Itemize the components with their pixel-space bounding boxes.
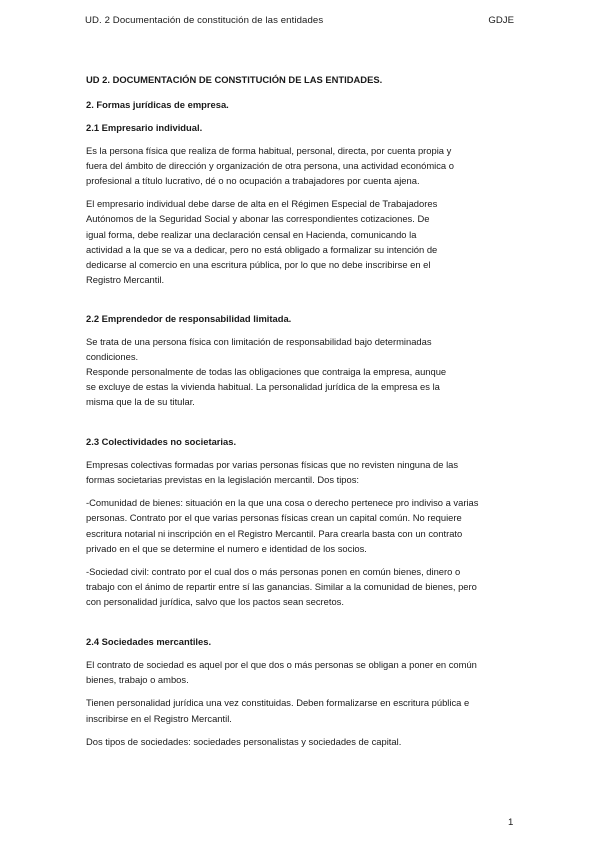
paragraph-2-2 (86, 334, 516, 410)
line: -Comunidad de bienes: situación en la que una cosa o derecho pertenece pro indiviso a varias (86, 497, 479, 509)
line: con personalidad jurídica, salvo que los pactos sean secretos. (86, 596, 344, 608)
line: El contrato de sociedad es aquel por el que dos o más personas se obligan a poner en común (86, 658, 477, 670)
line: escritura notarial ni inscripción en el Registro Mercantil. Para crearla basta con un contrato (86, 527, 463, 539)
document-title: UD 2. DOCUMENTACIÓN DE CONSTITUCIÓN DE LAS ENTIDADES. (86, 74, 383, 85)
heading-section-2-4: 2.4 Sociedades mercantiles. (86, 635, 212, 647)
paragraph-2-3-a (86, 457, 516, 487)
page-number: 1 (508, 817, 514, 828)
line: trabajo con el ánimo de repartir entre sí las ganancias. Similar a la comunidad de bienes, pero (86, 581, 477, 593)
heading-section-2-3: 2.3 Colectividades no societarias. (86, 435, 237, 447)
line: Es la persona física que realiza de forma habitual, personal, directa, por cuenta propia y (86, 144, 452, 156)
line: condiciones. (86, 350, 139, 362)
line: actividad a la que se va a dedicar, pero no está obligado a formalizar su intención de (86, 243, 438, 255)
paragraph-2-3-b (86, 495, 516, 556)
paragraph-2-1-b (86, 196, 516, 287)
line: personas. Contrato por el que varias personas físicas crean un capital común. No requiere (86, 512, 462, 524)
paragraph-2-3-c (86, 564, 516, 610)
line: profesional a título lucrativo, dé o no ocupación a trabajadores por cuenta ajena. (86, 175, 420, 187)
line: misma que la de su titular. (86, 396, 195, 408)
line: Se trata de una persona física con limitación de responsabilidad bajo determinadas (86, 335, 432, 347)
line: inscribirse en el Registro Mercantil. (86, 712, 232, 724)
line: fuera del ámbito de dirección y organización de otra persona, una actividad económica o (86, 159, 454, 171)
line: Dos tipos de sociedades: sociedades personalistas y sociedades de capital. (86, 735, 402, 747)
line: se excluye de estas la vivienda habitual. La personalidad jurídica de la empresa es la (86, 381, 440, 393)
line: Registro Mercantil. (86, 274, 165, 286)
line: Empresas colectivas formadas por varias personas físicas que no revisten ninguna de las (86, 458, 459, 470)
line: dedicarse al comercio en una escritura pública, por lo que no debe inscribirse en el (86, 259, 431, 271)
line: igual forma, debe realizar una declaración censal en Hacienda, comunicando la (86, 228, 417, 240)
heading-section-2-2: 2.2 Emprendedor de responsabilidad limitada. (86, 313, 292, 325)
line: Autónomos de la Seguridad Social y abonar las correspondientes cotizaciones. De (86, 213, 430, 225)
document-body (86, 72, 516, 749)
heading-section-2: 2. Formas jurídicas de empresa. (86, 99, 229, 111)
line: formas societarias previstas en la legislación mercantil. Dos tipos: (86, 474, 360, 486)
line: Tienen personalidad jurídica una vez constituidas. Deben formalizarse en escritura pública e (86, 697, 470, 709)
paragraph-2-4-a (86, 657, 516, 687)
line: privado en el que se determine el numero e identidad de los socios. (86, 542, 367, 554)
header-acronym: GDJE (488, 15, 514, 26)
line: Responde personalmente de todas las obligaciones que contraiga la empresa, aunque (86, 366, 447, 378)
heading-section-2-1: 2.1 Empresario individual. (86, 122, 203, 134)
line: bienes, trabajo o ambos. (86, 674, 189, 686)
paragraph-2-1-a (86, 143, 516, 189)
header-document-title: UD. 2 Documentación de constitución de las entidades (85, 15, 324, 26)
line: El empresario individual debe darse de alta en el Régimen Especial de Trabajadores (86, 198, 438, 210)
line: -Sociedad civil: contrato por el cual dos o más personas ponen en común bienes, dinero o (86, 566, 461, 578)
paragraph-2-4-b (86, 695, 516, 725)
paragraph-2-4-c (86, 734, 516, 749)
